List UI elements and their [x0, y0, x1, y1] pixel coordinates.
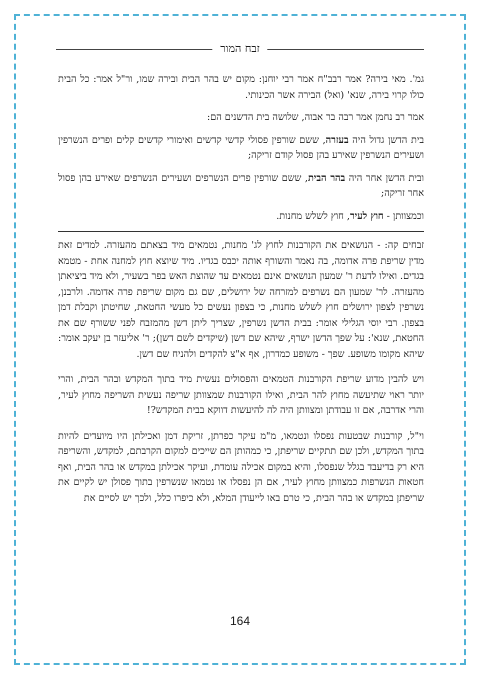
house-azara-suffix: , ששם שורפין פסולי קדשי קדשים ואימורי קדשים קלים ופרים הנשרפין ושעירים הנשרפין שאירע בהן פסול קודם זריקה; — [58, 134, 424, 161]
running-header — [56, 40, 424, 60]
house-har-bold: בהר הבית — [307, 172, 346, 184]
paragraph-outside-city — [58, 209, 424, 225]
section-divider — [58, 231, 424, 232]
paragraph-zevachim: זבחים קה: - הנושאים את הקורבנות לחוץ לג' מחנות, נטמאים מיד בצאתם מהעזרה. למדים זאת מדין שריפת פרה אדומה, בה נאמר והשורף אותה יכבס בגדיו. מיד שיוצא חוץ למחנה אחת - מטמא בגדים. ואילו לדעת ר' שמעון הנושאים אינם נטמאים עד שהוצת האש בפר בשעיר, ולא מיד ביציאתן מהעזרה. לר' שמעון הם נשרפים למזרחה של ירושלים, שם גם מקום שריפת פרה אדומה. ולרבנן, נשרפין לצפון ירושלים חוץ לשלש מחנות, כי בצפון נעשים כל מעשי החטאת, שחיטתן וקבלת דמן בצפון. רבי יוסי הגלילי אומר: בבית הדשן נשרפין, שצריך ליתן דשן מהמזבח לפני ששורף שם את החטאת, שנא': על שפך הדשן ישרף, שיהא שם דשן (שיקדים לשם דשן); ר' אליעזר בן יעקב אומר: שיהא מקומו משופע. שפך - משופע כמדרון, אף א"צ להקדים ולהניח שם דשן. — [58, 240, 424, 360]
page-number: 164 — [229, 614, 251, 628]
paragraph-house-azara — [58, 133, 424, 164]
paragraph-three-houses: אמר רב נחמן אמר רבה בר אבוה, שלושה בית הדשנים הם: — [207, 112, 424, 123]
closing-suffix: , חוץ לשלש מחנות. — [276, 210, 350, 222]
closing-prefix: וכמצוותן - — [383, 210, 424, 222]
closing-bold: חוץ לעיר — [349, 210, 384, 222]
header-title: זבח המור — [212, 40, 267, 58]
house-azara-bold: בעזרה — [325, 134, 349, 146]
paragraph-house-har-habayit — [58, 171, 424, 202]
paragraph-question: ויש להבין מדוע שריפת הקורבנות הטמאים והפסולים נעשית מיד בתוך המקדש ובהר הבית, והרי יותר ראוי שתיעשה מחוץ להר הבית, ואילו הקורבנות שמצוותן שריפה נעשית השריפה מחוץ לעיר, והרי אדרבה, אם זו עבודתן ומצוותן היה לה להיעשות דווקא בבית המקדש?! — [58, 374, 424, 416]
house-har-prefix: ובית הדשן אחר היה — [345, 172, 424, 184]
paragraph-gemara: גמ'. מאי בירה? אמר רבב"ח אמר רבי יוחנן: מקום יש בהר הבית ובירה שמו, ור"ל אמר: כל הבית כולו קרוי בירה, שנא' (ואל) הבירה אשר הכינותי. — [58, 74, 424, 101]
paragraph-answer: וי"ל, קורבנות שבטעות נפסלו ונטמאו, מ"מ עיקר כפרתן, זריקת דמן ואכילתן היו מיועדים להיות בתוך המקדש, ולכן שם תתקיים שריפתן, כי כמהותן הם שייכים למקום הקרבתם, למקדש, והשריפה היא רק בדיעבד בגלל שנפסלו, והיא במקום אכילה עומדת, ועיקר אכילתן במקדש או בהר הבית, ואף חטאות הנשרפות כמצוותן מחוץ לעיר, אם הן נפסלו או נטמאו שנשרפין בתוך פסולן יש לקיים את שריפתן במקדש או בהר הבית, כי טרם באו לייעודן המלא, ולא כיפרו כלל, ולכך יש לסיים את — [58, 430, 424, 504]
house-har-suffix: , ששם שורפין פרים הנשרפים ושעירים הנשרפים שאירע בהן פסול אחר זריקה; — [58, 172, 424, 199]
page-body — [58, 72, 424, 604]
house-azara-prefix: בית הדשן גדול היה — [348, 134, 424, 146]
